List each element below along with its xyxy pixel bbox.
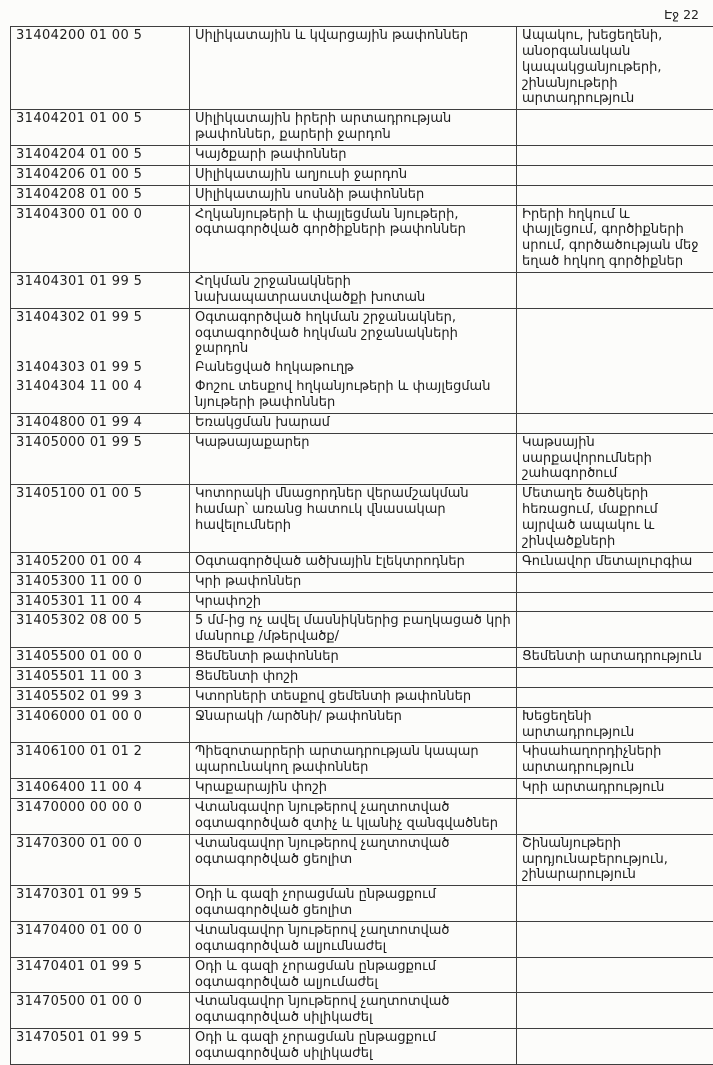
page-number: Էջ 22 <box>0 0 713 26</box>
waste-activity-note <box>517 273 713 309</box>
waste-code: 31404208 01 00 5 <box>11 185 190 205</box>
table-row <box>11 921 713 957</box>
waste-code: 31404206 01 00 5 <box>11 165 190 185</box>
waste-activity-note: Շինանյութերի արդյունաբերություն, շինարարություն <box>517 834 713 886</box>
waste-activity-note <box>517 592 713 612</box>
waste-description: Ցեմենտի փոշի <box>190 667 517 687</box>
waste-description: Սիլիկատային իրերի արտադրության թափոններ, քարերի ջարդոն <box>190 110 517 146</box>
waste-activity-note <box>517 687 713 707</box>
table-row <box>11 185 713 205</box>
waste-description: Վտանգավոր նյութերով չաղտոտված օգտագործված սիլիկաժել <box>190 993 517 1029</box>
waste-description: Կրաքարային փոշի <box>190 779 517 799</box>
table-row <box>11 552 713 572</box>
waste-description: Կտորների տեսքով ցեմենտի թափոններ <box>190 687 517 707</box>
waste-description: Պիեզոտարրերի արտադրության կապար պարունակող թափոններ <box>190 743 517 779</box>
table-row <box>11 779 713 799</box>
waste-activity-note: Խեցեղենի արտադրություն <box>517 707 713 743</box>
table-row <box>11 886 713 922</box>
waste-code: 31404200 01 00 5 <box>11 27 190 110</box>
waste-description: Կաթսայաքարեր <box>190 433 517 485</box>
table-row <box>11 798 713 834</box>
waste-description: Սիլիկատային աղյուսի ջարդոն <box>190 165 517 185</box>
waste-code: 31470000 00 00 0 <box>11 798 190 834</box>
waste-activity-note <box>517 378 713 413</box>
waste-activity-note: Իրերի հղկում և փայլեցում, գործիքների սրում, գործածության մեջ եղած հղկող գործիքներ <box>517 205 713 272</box>
waste-description: Սիլիկատային և կվարցային թափոններ <box>190 27 517 110</box>
waste-activity-note <box>517 957 713 993</box>
waste-activity-note <box>517 359 713 378</box>
table-row <box>11 359 713 378</box>
waste-description: Կայծքարի թափոններ <box>190 146 517 166</box>
waste-activity-note <box>517 921 713 957</box>
waste-description: Փոշու տեսքով հղկանյութերի և փայլեցման նյութերի թափոններ <box>190 378 517 413</box>
waste-code: 31405502 01 99 3 <box>11 687 190 707</box>
table-row <box>11 205 713 272</box>
waste-description: Կոտորակի մնացորդներ վերամշակման համար՝ առանց հատուկ վնասակար հավելումների <box>190 485 517 552</box>
waste-activity-note <box>517 572 713 592</box>
waste-classification-table <box>10 26 713 1065</box>
waste-activity-note <box>517 185 713 205</box>
table-row <box>11 433 713 485</box>
table-row <box>11 413 713 433</box>
waste-code: 31405000 01 99 5 <box>11 433 190 485</box>
waste-code: 31470400 01 00 0 <box>11 921 190 957</box>
waste-activity-note: Կաթսային սարքավորումների շահագործում <box>517 433 713 485</box>
waste-code: 31404304 11 00 4 <box>11 378 190 413</box>
waste-activity-note: Ցեմենտի արտադրություն <box>517 648 713 668</box>
waste-description: Կրի թափոններ <box>190 572 517 592</box>
waste-activity-note <box>517 413 713 433</box>
waste-description: Վտանգավոր նյութերով չաղտոտված օգտագործված ալյումնաժել <box>190 921 517 957</box>
waste-code: 31406100 01 01 2 <box>11 743 190 779</box>
waste-code: 31404800 01 99 4 <box>11 413 190 433</box>
waste-activity-note <box>517 165 713 185</box>
table-row <box>11 687 713 707</box>
waste-code: 31405100 01 00 5 <box>11 485 190 552</box>
waste-activity-note <box>517 667 713 687</box>
waste-description: Կրափոշի <box>190 592 517 612</box>
waste-description: Օդի և գազի չորացման ընթացքում օգտագործված սիլիկաժել <box>190 1029 517 1065</box>
table-body <box>11 27 713 1065</box>
table-row <box>11 572 713 592</box>
waste-description: Եռակցման խարամ <box>190 413 517 433</box>
table-row <box>11 648 713 668</box>
waste-code: 31405501 11 00 3 <box>11 667 190 687</box>
table-row <box>11 165 713 185</box>
table-row <box>11 834 713 886</box>
waste-code: 31404300 01 00 0 <box>11 205 190 272</box>
waste-activity-note <box>517 110 713 146</box>
waste-activity-note <box>517 993 713 1029</box>
waste-code: 31405200 01 00 4 <box>11 552 190 572</box>
waste-activity-note: Կիսահաղորդիչների արտադրություն <box>517 743 713 779</box>
waste-activity-note: Գունավոր մետալուրգիա <box>517 552 713 572</box>
waste-activity-note <box>517 612 713 648</box>
waste-activity-note <box>517 1029 713 1065</box>
waste-code: 31470501 01 99 5 <box>11 1029 190 1065</box>
waste-description: Օգտագործված հղկման շրջանակներ, օգտագործված հղկման շրջանակների ջարդոն <box>190 308 517 359</box>
waste-activity-note: Կրի արտադրություն <box>517 779 713 799</box>
waste-code: 31404201 01 00 5 <box>11 110 190 146</box>
table-row <box>11 707 713 743</box>
table-row <box>11 1029 713 1065</box>
waste-activity-note: Ապակու, խեցեղենի, անօրգանական կապակցանյութերի, շինանյութերի արտադրություն <box>517 27 713 110</box>
table-row <box>11 485 713 552</box>
table-row <box>11 957 713 993</box>
waste-description: Վտանգավոր նյութերով չաղտոտված օգտագործված զտիչ և կլանիչ զանգվածներ <box>190 798 517 834</box>
waste-code: 31405500 01 00 0 <box>11 648 190 668</box>
waste-activity-note <box>517 886 713 922</box>
table-row <box>11 378 713 413</box>
table-row <box>11 993 713 1029</box>
waste-code: 31470401 01 99 5 <box>11 957 190 993</box>
table-row <box>11 592 713 612</box>
table-row <box>11 612 713 648</box>
waste-code: 31470300 01 00 0 <box>11 834 190 886</box>
waste-activity-note: Մետաղե ծածկերի հեռացում, մաքրում այրված ապակու և շինվածքների <box>517 485 713 552</box>
waste-description: Բանեցված հղկաթուղթ <box>190 359 517 378</box>
waste-activity-note <box>517 308 713 359</box>
waste-code: 31404302 01 99 5 <box>11 308 190 359</box>
waste-code: 31405300 11 00 0 <box>11 572 190 592</box>
waste-description: Օդի և գազի չորացման ընթացքում օգտագործված ալյումաժել <box>190 957 517 993</box>
table-row <box>11 27 713 110</box>
waste-description: Հղկման շրջանակների նախապատրաստվածքի խոտան <box>190 273 517 309</box>
waste-activity-note <box>517 146 713 166</box>
waste-code: 31470301 01 99 5 <box>11 886 190 922</box>
waste-code: 31404204 01 00 5 <box>11 146 190 166</box>
waste-code: 31406000 01 00 0 <box>11 707 190 743</box>
waste-code: 31406400 11 00 4 <box>11 779 190 799</box>
waste-code: 31470500 01 00 0 <box>11 993 190 1029</box>
waste-code: 31404303 01 99 5 <box>11 359 190 378</box>
waste-code: 31405302 08 00 5 <box>11 612 190 648</box>
waste-description: Օդի և գազի չորացման ընթացքում օգտագործված ցեոլիտ <box>190 886 517 922</box>
waste-description: Հղկանյութերի և փայլեցման նյութերի, օգտագործված գործիքների թափոններ <box>190 205 517 272</box>
waste-description: Վտանգավոր նյութերով չաղտոտված օգտագործված ցեոլիտ <box>190 834 517 886</box>
table-row <box>11 273 713 309</box>
table-row <box>11 146 713 166</box>
table-row <box>11 308 713 359</box>
table-row <box>11 667 713 687</box>
waste-code: 31405301 11 00 4 <box>11 592 190 612</box>
table-row <box>11 743 713 779</box>
waste-description: Ցեմենտի թափոններ <box>190 648 517 668</box>
waste-description: Օգտագործված ածխային էլեկտրոդներ <box>190 552 517 572</box>
waste-activity-note <box>517 798 713 834</box>
table-row <box>11 110 713 146</box>
waste-description: Ջնարակի /արծնի/ թափոններ <box>190 707 517 743</box>
waste-code: 31404301 01 99 5 <box>11 273 190 309</box>
waste-description: 5 մմ-ից ոչ ավել մասնիկներից բաղկացած կրի մանրուք /մթերվածք/ <box>190 612 517 648</box>
waste-description: Սիլիկատային սոսնձի թափոններ <box>190 185 517 205</box>
